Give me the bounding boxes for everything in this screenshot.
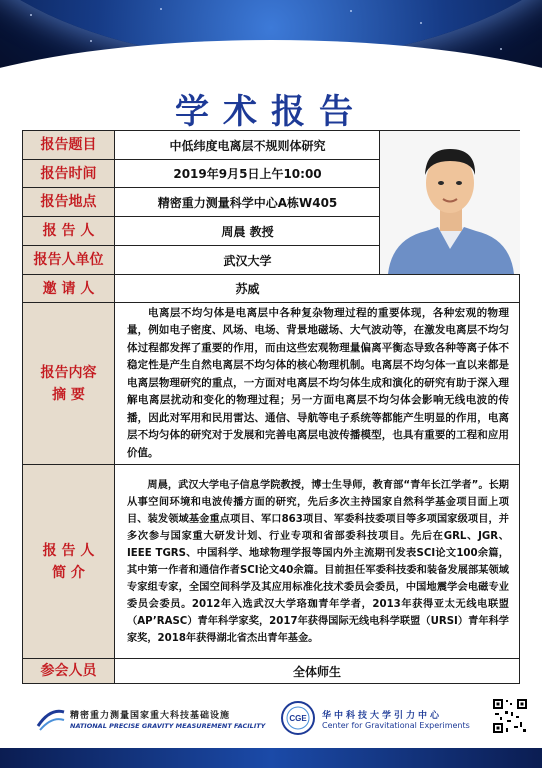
speaker-portrait <box>380 131 520 274</box>
bio-label-line1: 报 告 人 <box>42 542 95 559</box>
time-label: 报告时间 <box>23 160 115 187</box>
topic-row <box>23 131 380 160</box>
bottom-bar <box>0 748 542 768</box>
footer <box>0 694 542 746</box>
speaker-photo <box>379 131 520 274</box>
bio-row <box>23 465 519 659</box>
abstract-row <box>23 303 519 465</box>
bio-text: 周晨，武汉大学电子信息学院教授，博士生导师，教育部“青年长江学者”。长期从事空间环境和电波传播方面的研究，先后多次主持国家自然科学基金项目面上项目、装发领域基金重点项目、军口863项目、军委科技委项目等多项国家级项目，并多次参与国家重大研发计划、行业专项和省部委科技项目。先后在GRL、JGR、IEEE TGRS、中国科学、地球物理学报等国内外主流期刊发表SCI论文100余篇，其中第一作者和通信作者SCI论文40余篇。目前担任军委科技委和装备发展部某领域专家组专家，全国空间科学及其应用标准化技术委员会委员，中国地震学会电磁专业委员会委员。2012年入选武汉大学珞珈青年学者，2013年获得亚太无线电联盟（AP’RASC）青年科学家奖，2017年获得国际无线电科学联盟（URSI）青年科学家奖，2018年获得湖北省杰出青年基金。 <box>127 479 509 644</box>
place-label: 报告地点 <box>23 188 115 216</box>
cge-logo-text: CGE <box>289 714 307 723</box>
inviter-value: 苏威 <box>235 282 260 296</box>
org2-cn: 华中科技大学引力中心 <box>322 711 443 721</box>
org2-en: Center for Gravitational Experiments <box>322 721 470 730</box>
time-value: 2019年9月5日上午10:00 <box>173 167 322 181</box>
org1-cn: 精密重力测量国家重大科技基础设施 <box>70 711 231 721</box>
page-title: 学术报告 <box>175 92 367 132</box>
abstract-label-line1: 报告内容 <box>40 364 97 381</box>
attendees-label: 参会人员 <box>23 659 115 683</box>
speaker-row <box>23 217 380 246</box>
attendees-row <box>23 659 519 683</box>
org1-en: NATIONAL PRECISE GRAVITY MEASUREMENT FACILITY <box>70 722 266 730</box>
attendees-value: 全体师生 <box>292 664 341 679</box>
topic-label: 报告题目 <box>23 131 115 159</box>
topic-value: 中低纬度电离层不规则体研究 <box>169 138 326 153</box>
speaker-label: 报 告 人 <box>23 217 115 245</box>
qr-code <box>492 698 528 734</box>
time-row <box>23 160 380 188</box>
bio-label <box>23 465 115 658</box>
abstract-label <box>23 303 115 464</box>
abstract-text: 电离层不均匀体是电离层中各种复杂物理过程的重要体现，各种宏观的物理量，例如电子密度、风场、电场、背景地磁场、大气波动等，在激发电离层不均匀体过程都发挥了重要的作用，而由这些宏观物理量偏离平衡态导致各种等离子体不稳定性是产生自然电离层不均匀体的核心物理机制。电离层不均匀体一直以来都是电离层物理研究的重点，一方面对电离层不均匀体生成和演化的研究有助于深入理解电离层扰动和变化的物理过程；另一方面电离层不均匀体会影响无线电波的传播，因此对军用和民用雷达、通信、导航等电子系统等都能产生明显的作用，电离层不均匀体的研究对于发展和完善电离层电波传播模型，也具有重要的工程和应用价值。 <box>127 306 509 459</box>
unit-value: 武汉大学 <box>223 253 272 268</box>
place-row <box>23 188 380 217</box>
unit-label: 报告人单位 <box>23 246 115 274</box>
place-value: 精密重力测量科学中心A栋W405 <box>157 195 338 210</box>
gravity-facility-logo <box>36 706 66 732</box>
speaker-value: 周晨 教授 <box>221 224 274 239</box>
abstract-label-line2: 摘 要 <box>52 386 85 403</box>
inviter-row <box>23 275 519 303</box>
report-form <box>22 130 520 684</box>
cge-logo <box>280 700 316 736</box>
bio-label-line2: 简 介 <box>52 564 85 581</box>
inviter-label: 邀 请 人 <box>23 275 115 302</box>
